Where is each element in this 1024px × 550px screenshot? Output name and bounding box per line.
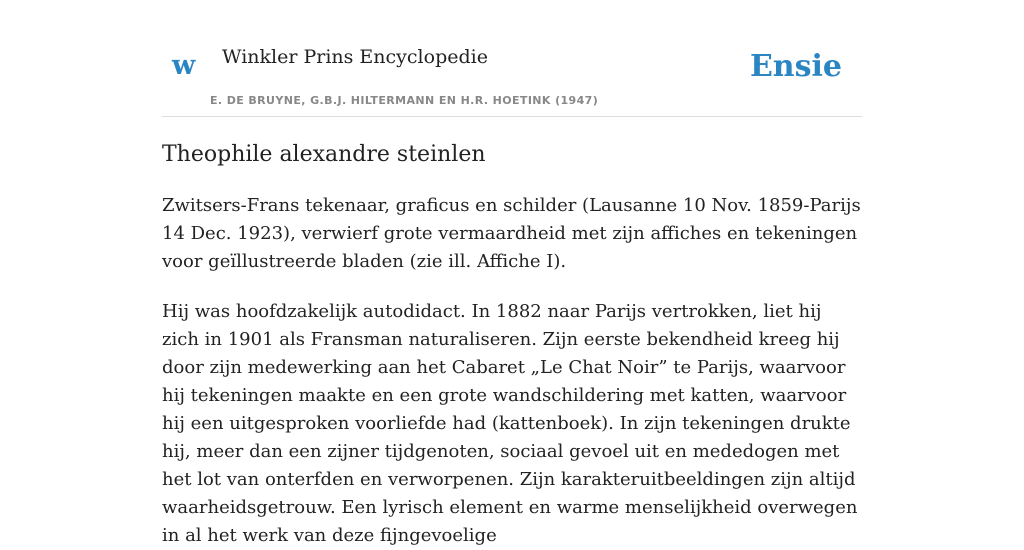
ensie-brand-logo[interactable]: Ensie <box>749 49 842 84</box>
source-title[interactable]: Winkler Prins Encyclopedie <box>222 46 488 68</box>
page <box>162 0 862 550</box>
article-paragraph-1: Zwitsers-Frans tekenaar, graficus en schilder (Lausanne 10 Nov. 1859-Parijs 14 Dec. 1923), verwierf grote vermaardheid met zijn affiches en tekeningen voor geïllustreerde bladen (zie ill. Affiche I). <box>162 194 861 272</box>
article-body <box>162 192 862 550</box>
article-paragraph-2: Hij was hoofdzakelijk autodidact. In 1882 naar Parijs vertrokken, liet hij zich in 1901 als Fransman naturaliseren. Zijn eerste bekendheid kreeg hij door zijn medewerking aan het Cabaret „Le Chat Noir” te Parijs, waarvoor hij tekeningen maakte en een grote wandschildering met katten, waarvoor hij een uitgesproken voorliefde had (kattenboek). In zijn tekeningen drukte hij, meer dan een zijner tijdgenoten, sociaal gevoel uit en mededogen met het lot van onterfden en verworpenen. Zijn karakteruitbeeldingen zijn altijd waarheidsgetrouw. Een lyrisch element en warme menselijkheid overwegen in al het werk van deze fijngevoelige <box>162 300 858 546</box>
winkler-prins-logo-icon[interactable]: w <box>172 50 196 81</box>
source-authors: E. DE BRUYNE, G.B.J. HILTERMANN EN H.R. HOETINK (1947) <box>210 94 599 107</box>
source-header <box>162 0 862 117</box>
article-title: Theophile alexandre steinlen <box>162 142 486 167</box>
